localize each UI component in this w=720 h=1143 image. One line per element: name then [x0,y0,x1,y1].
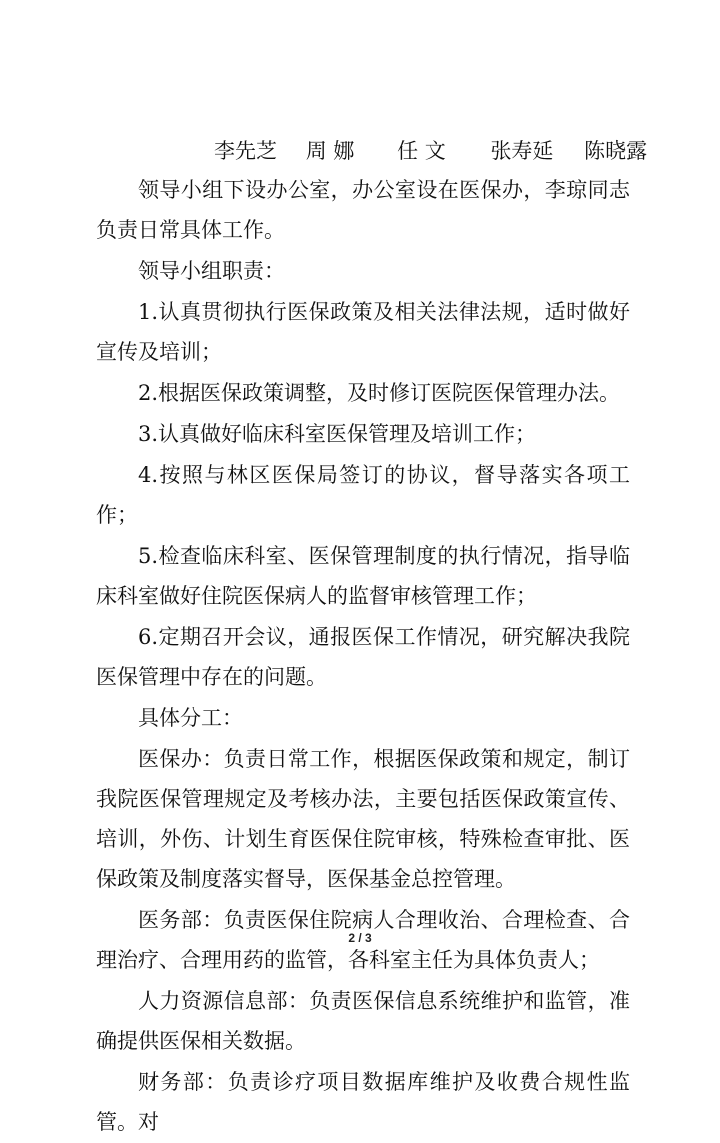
paragraph-duty-1: 1.认真贯彻执行医保政策及相关法律法规，适时做好宣传及培训； [96,300,630,364]
paragraph-duty-6: 6.定期召开会议，通报医保工作情况，研究解决我院医保管理中存在的问题。 [96,625,630,689]
member-name: 周 娜 [305,139,355,163]
page-number: 2 / 3 [348,931,372,945]
paragraph-duties-heading: 领导小组职责： [138,259,285,283]
paragraph-hr-info-department: 人力资源信息部：负责医保信息系统维护和监管，准确提供医保相关数据。 [96,989,630,1053]
paragraph-finance-department: 财务部：负责诊疗项目数据库维护及收费合规性监管。对 [96,1070,630,1134]
member-name: 张寿延 [490,139,554,163]
member-names-line [214,136,647,166]
paragraph-office: 领导小组下设办公室，办公室设在医保办，李琼同志负责日常具体工作。 [96,178,630,242]
document-body [96,170,630,1143]
paragraph-division-heading: 具体分工： [138,706,243,730]
member-name: 陈晓露 [584,139,648,163]
member-name: 李先芝 [214,139,277,163]
paragraph-duty-2: 2.根据医保政策调整，及时修订医院医保管理办法。 [138,381,621,405]
paragraph-insurance-office: 医保办：负责日常工作，根据医保政策和规定，制订我院医保管理规定及考核办法，主要包括医保政策宣传、培训，外伤、计划生育医保住院审核，特殊检查审批、医保政策及制度落实督导，医保基金总控管理。 [96,747,630,891]
paragraph-duty-5: 5.检查临床科室、医保管理制度的执行情况，指导临床科室做好住院医保病人的监督审核管理工作； [96,544,630,608]
paragraph-medical-department: 医务部：负责医保住院病人合理收治、合理检查、合理治疗、合理用药的监管，各科室主任为具体负责人； [96,908,630,972]
paragraph-duty-3: 3.认真做好临床科室医保管理及培训工作； [138,422,537,446]
member-name: 任 文 [397,139,446,163]
paragraph-duty-4: 4.按照与林区医保局签订的协议，督导落实各项工作； [96,463,630,527]
